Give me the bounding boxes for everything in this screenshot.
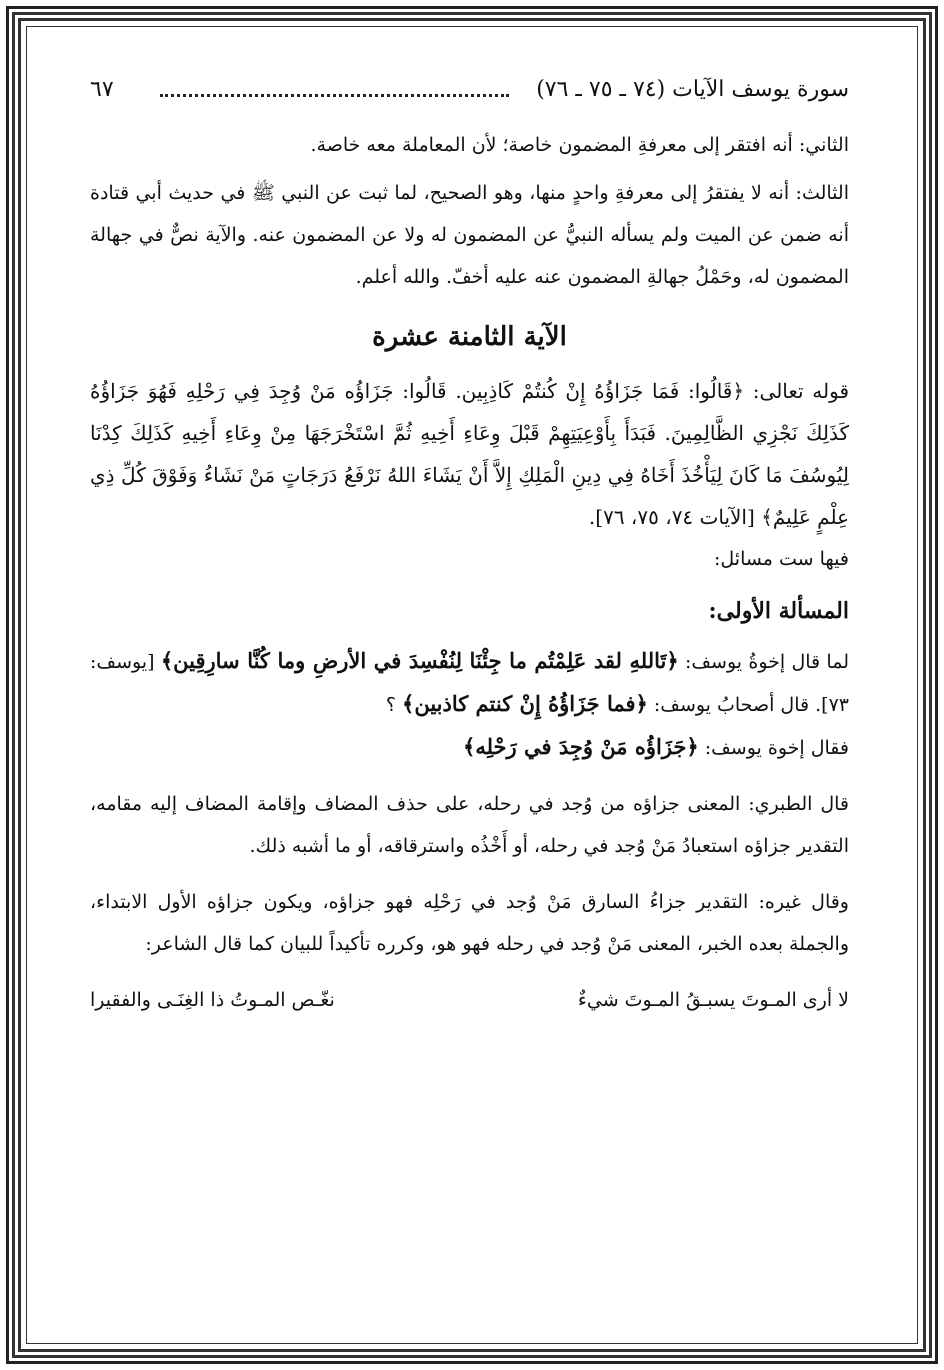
poem-hemistich-second: نغّـص المـوتُ ذا الغِنَـى والفقيرا <box>90 989 335 1011</box>
issue1-ref: [يوسف: ٧٣]. قال أصحابُ يوسف: <box>90 651 849 716</box>
poem-verse <box>90 979 849 1021</box>
issue1-quote: ﴿تَاللهِ لقد عَلِمْتُم ما جِئْنَا لِنُفْسِدَ في الأرضِ وما كُنَّا سارِقِين﴾ <box>160 648 679 673</box>
verse-intro: قوله تعالى: <box>752 379 849 403</box>
header-title: سورة يوسف الآيات (٧٤ ـ ٧٥ ـ ٧٦) <box>536 77 849 102</box>
paragraph-third-opinion: الثالث: أنه لا يفتقرُ إلى معرفةِ واحدٍ منها، وهو الصحيح، لما ثبت عن النبي ﷺ في حديث أبي قتادة أنه ضمن عن الميت ولم يسأله النبيُّ عن المضمون له ولا عن المضمون عنه. والآية نصٌّ في جهالة المضمون له، وحَمْلُ جهالةِ المضمون عنه عليه أخفّ. والله أعلم. <box>90 182 849 288</box>
issues-intro: فيها ست مسائل: <box>713 548 849 570</box>
verse-reference: [الآيات ٧٤، ٧٥، ٧٦]. <box>588 505 755 529</box>
issue1-prefix: لما قال إخوةُ يوسف: <box>684 651 849 673</box>
running-header <box>90 70 849 110</box>
issue1-end: ؟ <box>385 694 396 716</box>
issue1-line2-prefix: فقال إخوة يوسف: <box>704 737 849 759</box>
page-content <box>90 70 849 1021</box>
paragraph-second-opinion: الثاني: أنه افتقر إلى معرفةِ المضمون خاصة؛ لأن المعاملة معه خاصة. <box>310 134 849 156</box>
header-dot-leader <box>160 78 509 97</box>
poem-hemistich-first: لا أرى المـوتَ يسبـقُ المـوتَ شيءٌ <box>577 989 849 1011</box>
subheading-first-issue: المسألة الأولى: <box>708 598 849 624</box>
paragraph-other-opinion: وقال غيره: التقدير جزاءُ السارق مَنْ وُجد في رَحْلِه فهو جزاؤه، ويكون جزاؤه الأول الابتداء، والجملة بعده الخبر، المعنى مَنْ وُجد في رحله فهو هو، وكرره تأكيداً للبيان كما قال الشاعر: <box>90 891 849 955</box>
section-heading: الآية الثامنة عشرة <box>372 322 567 352</box>
verse-block <box>90 370 849 538</box>
issue1-line2-quote: ﴿جَزَاؤُه مَنْ وُجِدَ في رَحْلِه﴾ <box>463 734 699 759</box>
issue1-paragraph <box>90 640 849 769</box>
verse-text: ﴿قَالُوا: فَمَا جَزَاؤُهُ إِنْ كُنتُمْ كَاذِبِين. قَالُوا: جَزَاؤُه مَنْ وُجِدَ فِي رَحْلِهِ فَهُوَ جَزَاؤُهُ كَذَلِكَ نَجْزِي الظَّالِمِينَ. فَبَدَأَ بِأَوْعِيَتِهِمْ قَبْلَ وِعَاءِ أَخِيهِ ثُمَّ اسْتَخْرَجَهَا مِنْ وِعَاءِ أَخِيهِ كَذَلِكَ كِدْنَا لِيُوسُفَ مَا كَانَ لِيَأْخُذَ أَخَاهُ فِي دِينِ الْمَلِكِ إِلاَّ أَنْ يَشَاءَ اللهُ نَرْفَعُ دَرَجَاتٍ مَنْ نَشَاءُ وَفَوْقَ كُلِّ ذِي عِلْمٍ عَلِيمٌ﴾ <box>90 379 849 529</box>
page-number: ٦٧ <box>90 77 114 102</box>
paragraph-tabari: قال الطبري: المعنى جزاؤه من وُجد في رحله، على حذف المضاف وإقامة المضاف إليه مقامه، التقدير جزاؤه استعبادُ مَنْ وُجد في رحله، أو أَخْذُه واسترقاقه، أو ما أشبه ذلك. <box>90 793 849 857</box>
issue1-quote2: ﴿فما جَزَاؤُهُ إِنْ كنتم كاذبين﴾ <box>402 691 648 716</box>
